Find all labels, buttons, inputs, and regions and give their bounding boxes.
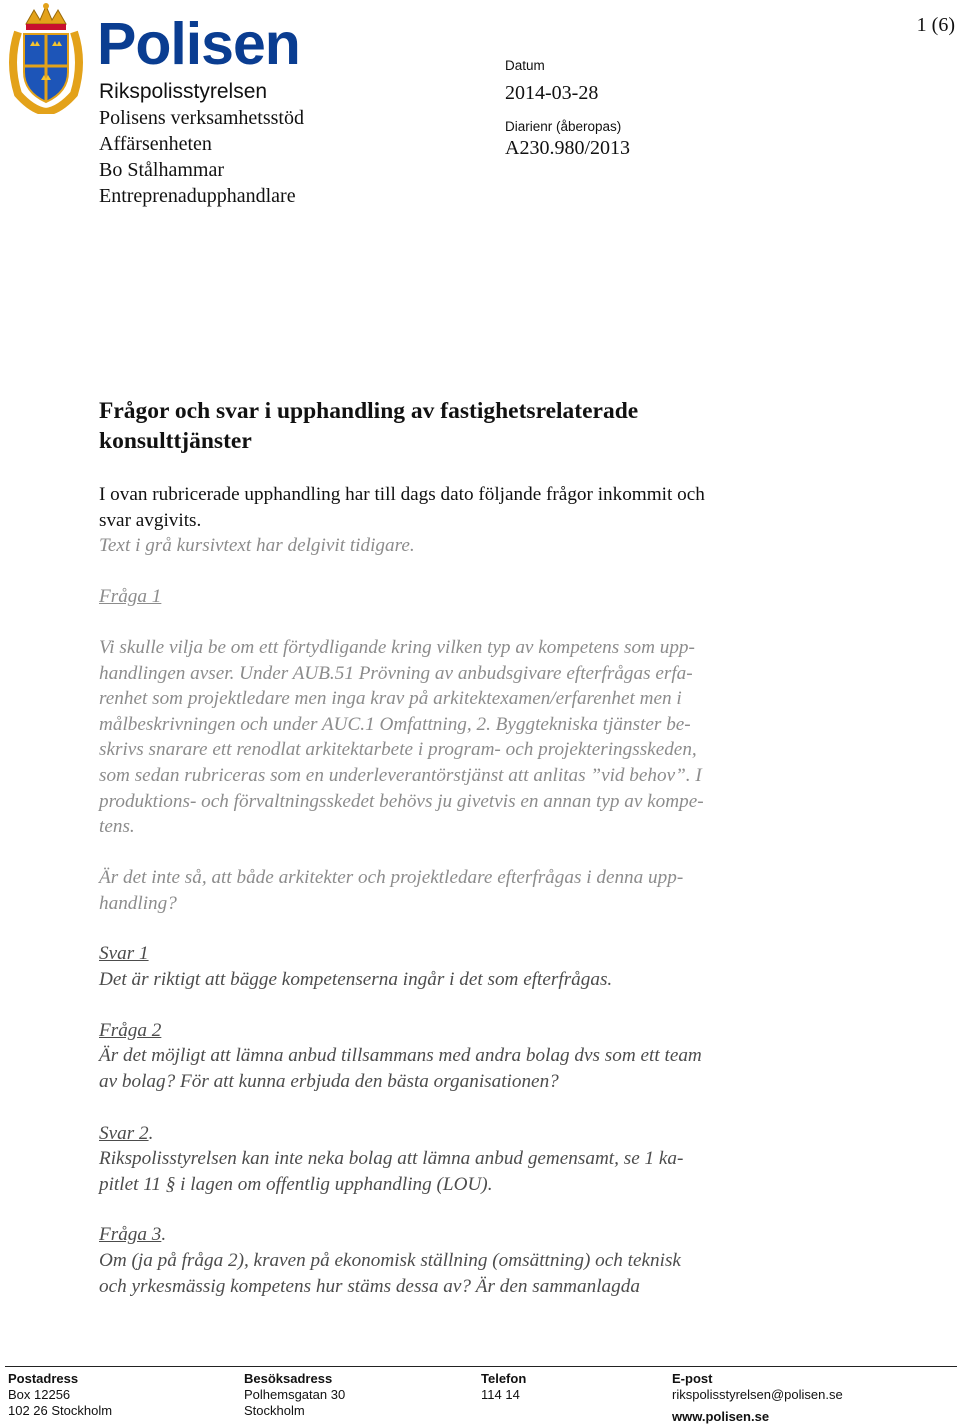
date-label: Datum <box>505 58 545 73</box>
question-2-text: Är det möjligt att lämna anbud tillsammans med andra bolag dvs som ett team av bolag? För att kunna erbjuda den bästa organisationen? <box>99 1045 702 1092</box>
footer-email: E-post rikspolisstyrelsen@polisen.se www.polisen.se <box>672 1371 843 1424</box>
question-1-text: Vi skulle vilja be om ett förtydligande kring vilken typ av kompetens som upp- handlingen avser. Under AUB.51 Prövning av anbudsgivare efterfrågas erfa- renhet som projektledare men inga krav på arkitektexamen/erfarenhet men i målbeskrivningen och under AUC.1 Omfattning, 2. Byggtekniska tjänster be- skrivs snarare ett renodlat arkitektarbete i program- och projekteringsskeden, som sedan rubriceras som en underleverantörstjänst att anlitas ”vid behov”. I produktions- och förvaltningsskedet behövs ju givetvis en annan typ av kompe- tens. <box>99 637 704 838</box>
department-line: Affärsenheten <box>99 133 212 155</box>
question-2-heading: Fråga 2 <box>99 1020 162 1041</box>
department-line: Bo Stålhammar <box>99 159 224 181</box>
page-number: 1 (6) <box>916 14 955 36</box>
answer-2-heading: Svar 2. <box>99 1123 154 1144</box>
organization-name: Rikspolisstyrelsen <box>99 80 268 103</box>
reference-label: Diarienr (åberopas) <box>505 119 622 134</box>
footer-visit-address: Besöksadress Polhemsgatan 30 Stockholm <box>244 1371 346 1418</box>
question-1-heading: Fråga 1 <box>99 586 162 607</box>
department-line: Entreprenadupphandlare <box>99 185 296 207</box>
email-link[interactable]: rikspolisstyrelsen@polisen.se <box>672 1387 843 1402</box>
website-link[interactable]: www.polisen.se <box>672 1409 770 1424</box>
police-crest-logo <box>4 2 88 114</box>
footer-postal-address: Postadress Box 12256 102 26 Stockholm <box>8 1371 113 1418</box>
question-3-heading: Fråga 3. <box>99 1224 167 1245</box>
question-1-followup: Är det inte så, att både arkitekter och projektledare efterfrågas i denna upp- handling? <box>99 867 684 914</box>
answer-1-text: Det är riktigt att bägge kompetenserna ingår i det som efterfrågas. <box>99 969 613 990</box>
footer-phone: Telefon 114 14 <box>481 1371 527 1402</box>
answer-1-heading: Svar 1 <box>99 943 149 964</box>
reference-value: A230.980/2013 <box>505 137 630 159</box>
answer-2-text: Rikspolisstyrelsen kan inte neka bolag att lämna anbud gemensamt, se 1 ka- pitlet 11 § i lagen om offentlig upphandling (LOU). <box>99 1148 684 1195</box>
date-value: 2014-03-28 <box>505 82 599 104</box>
document-title: Frågor och svar i upphandling av fastighetsrelaterade konsulttjänster <box>99 398 639 454</box>
polisen-wordmark: Polisen <box>97 11 300 77</box>
gray-text-note: Text i grå kursivtext har delgivit tidigare. <box>99 535 415 556</box>
footer-divider <box>5 1366 957 1367</box>
intro-text: I ovan rubricerade upphandling har till dags dato följande frågor inkommit och svar avgivits. <box>99 484 705 531</box>
question-3-text: Om (ja på fråga 2), kraven på ekonomisk ställning (omsättning) och teknisk och yrkesmässig kompetens hur stäms dessa av? Är den sammanlagda <box>99 1250 681 1297</box>
department-line: Polisens verksamhetsstöd <box>99 107 304 129</box>
